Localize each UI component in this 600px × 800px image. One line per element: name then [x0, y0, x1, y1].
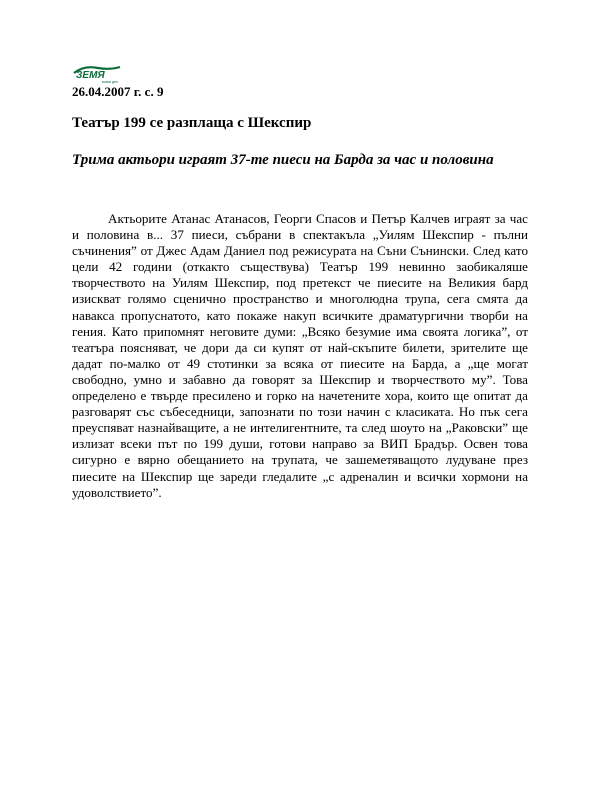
logo-tagline: всеки ден	[102, 80, 118, 84]
article-body: Актьорите Атанас Атанасов, Георги Спасов и Петър Калчев играят за час и половина в... 37 пиеси, събрани в спектакъла „Уилям Шекспир - пълни съчинения” от Джес Адам Даниел под режисурата на Съни Сънински. След като цели 42 години (откакто съществува) Театър 199 невинно заобикаляше творчеството на Уилям Шекспир, под претекст че пиесите на Великия бард изискват голямо сценично пространство и многолюдна трупа, сега смята да навакса пропуснатото, като покаже накуп всичките драматургични творби на гения. Като припомнят неговите думи: „Всяко безумие има своята логика”, от театъра поясняват, че дори да си купят от най-скъпите билети, зрителите ще дадат по-малко от 49 стотинки за всяка от пиесите на Барда, а „ще могат свободно, умно и забавно да говорят за Шекспир и творчеството му”. Това определено е твърде пресилено и горко на начетените хора, които ще опитат да разговарят със събеседници, запознати по този начин с класиката. Но пък сега преуспяват назнайващите, а не интелигентните, та след шоуто на „Раковски” ще излизат всеки път по 199 души, готови направо за ВИП Брадър. Освен това сигурно е вярно обещанието на трупата, че зашеметяващото лудуване през пиесите на Шекспир ще зареди гледалите „с адреналин и всички хормони на удоволствието”.	[72, 211, 528, 500]
newspaper-logo	[72, 64, 122, 84]
newspaper-logo-icon	[72, 64, 122, 84]
article-subtitle: Трима актьори играят 37-те пиеси на Барда за час и половина	[72, 152, 494, 168]
publication-dateline: 26.04.2007 г. с. 9	[72, 84, 164, 99]
logo-wordmark: ЗЕМЯ	[76, 70, 105, 81]
article-title: Театър 199 се разплаща с Шекспир	[72, 115, 312, 131]
